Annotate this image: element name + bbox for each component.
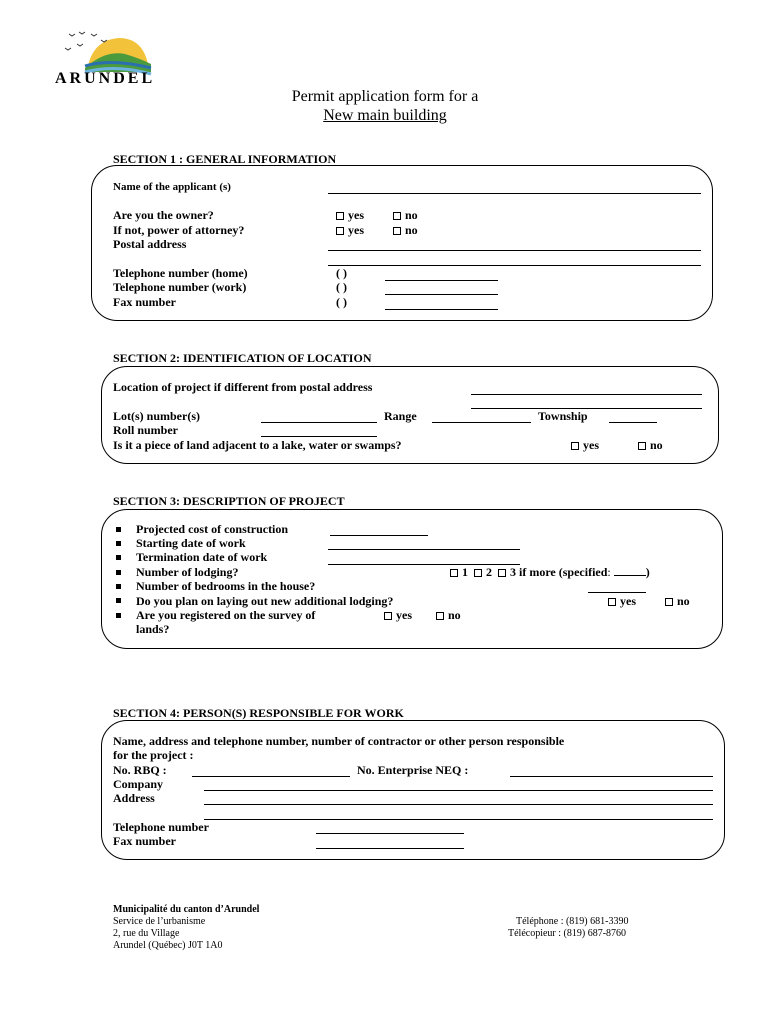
company-label: Company: [113, 777, 164, 791]
company-line[interactable]: [204, 790, 713, 791]
lake-no[interactable]: [638, 438, 663, 453]
neq-line[interactable]: [510, 776, 713, 777]
rbq-line[interactable]: [192, 776, 350, 777]
tel-work-label: Telephone number (work): [113, 280, 247, 294]
lodging-opt-1: 1: [462, 565, 468, 579]
bullet-icon: [116, 555, 121, 560]
additional-yes[interactable]: [608, 594, 636, 609]
roll-line[interactable]: [261, 436, 377, 437]
section4-heading: SECTION 4: PERSON(S) RESPONSIBLE FOR WORK: [113, 706, 404, 720]
lots-line[interactable]: [261, 422, 377, 423]
lodging-opt-3: 3 if more (specified: [510, 565, 608, 579]
attorney-no-label: no: [405, 223, 418, 237]
checkbox-icon: [571, 442, 579, 450]
roll-label: Roll number: [113, 423, 179, 437]
bedrooms-label: Number of bedrooms in the house?: [136, 579, 316, 593]
checkbox-icon: [450, 569, 458, 577]
owner-question: Are you the owner?: [113, 208, 214, 222]
owner-no[interactable]: [393, 208, 418, 223]
footer-phone: Téléphone : (819) 681-3390: [516, 916, 629, 927]
checkbox-icon: [393, 212, 401, 220]
attorney-yes-label: yes: [348, 223, 364, 237]
owner-yes-label: yes: [348, 208, 364, 222]
arundel-logo-icon: [55, 28, 175, 76]
survey-no[interactable]: [436, 608, 461, 623]
survey-label: Are you registered on the survey of: [136, 608, 316, 622]
checkbox-icon: [393, 227, 401, 235]
bullet-icon: [116, 570, 121, 575]
checkbox-icon: [608, 598, 616, 606]
postal-line-2[interactable]: [328, 265, 701, 266]
checkbox-icon: [336, 227, 344, 235]
tel-home-paren: ( ): [336, 266, 347, 280]
survey-label-2: lands?: [136, 622, 170, 636]
checkbox-icon: [498, 569, 506, 577]
fax-paren: ( ): [336, 295, 347, 309]
s4-tel-label: Telephone number: [113, 820, 209, 834]
tel-home-label: Telephone number (home): [113, 266, 248, 280]
lodging-label: Number of lodging?: [136, 565, 239, 579]
lodging-specify-line[interactable]: [614, 565, 646, 576]
bullet-icon: [116, 598, 121, 603]
lake-question: Is it a piece of land adjacent to a lake, water or swamps?: [113, 438, 402, 452]
address-label: Address: [113, 791, 155, 805]
footer-street: 2, rue du Village: [113, 928, 180, 939]
township-label: Township: [538, 409, 588, 423]
section1-heading: SECTION 1 : GENERAL INFORMATION: [113, 152, 337, 166]
applicant-label: Name of the applicant (s): [113, 181, 231, 193]
title-line1: Permit application form for a: [291, 88, 479, 105]
bullet-icon: [116, 613, 121, 618]
attorney-yes[interactable]: [336, 223, 364, 238]
fax-line[interactable]: [385, 309, 498, 310]
checkbox-icon: [384, 612, 392, 620]
s4-fax-label: Fax number: [113, 834, 176, 848]
lake-no-label: no: [650, 438, 663, 452]
survey-yes[interactable]: [384, 608, 412, 623]
lake-yes-label: yes: [583, 438, 599, 452]
section2-heading: SECTION 2: IDENTIFICATION OF LOCATION: [113, 351, 372, 365]
rbq-label: No. RBQ :: [113, 763, 167, 777]
section3-heading: SECTION 3: DESCRIPTION OF PROJECT: [113, 494, 345, 508]
footer-service: Service de l’urbanisme: [113, 916, 206, 927]
cost-label: Projected cost of construction: [136, 522, 289, 536]
range-label: Range: [384, 409, 417, 423]
survey-yes-label: yes: [396, 608, 412, 622]
location-line-1[interactable]: [471, 394, 702, 395]
section4-intro-2: for the project :: [113, 748, 194, 762]
footer-org: Municipalité du canton d’Arundel: [113, 904, 260, 915]
section4-intro-1: Name, address and telephone number, number of contractor or other person responsible: [113, 734, 565, 748]
footer-city: Arundel (Québec) J0T 1A0: [113, 940, 223, 951]
additional-no-label: no: [677, 594, 690, 608]
address-line-2[interactable]: [204, 819, 713, 820]
owner-yes[interactable]: [336, 208, 364, 223]
tel-work-line[interactable]: [385, 294, 498, 295]
checkbox-icon: [665, 598, 673, 606]
additional-label: Do you plan on laying out new additional lodging?: [136, 594, 394, 608]
postal-label: Postal address: [113, 237, 187, 251]
title-line2: New main building: [323, 107, 447, 124]
lodging-colon: :: [607, 565, 611, 579]
s4-fax-line[interactable]: [316, 848, 464, 849]
lots-label: Lot(s) number(s): [113, 409, 200, 423]
location-label: Location of project if different from postal address: [113, 380, 373, 394]
owner-no-label: no: [405, 208, 418, 222]
address-line-1[interactable]: [204, 804, 713, 805]
range-line[interactable]: [432, 422, 531, 423]
postal-line-1[interactable]: [328, 250, 701, 251]
attorney-no[interactable]: [393, 223, 418, 238]
checkbox-icon: [336, 212, 344, 220]
survey-no-label: no: [448, 608, 461, 622]
start-label: Starting date of work: [136, 536, 246, 550]
lodging-close: ): [645, 565, 650, 579]
neq-label: No. Enterprise NEQ :: [357, 763, 469, 777]
lodging-opt-2: 2: [486, 565, 492, 579]
applicant-line[interactable]: [328, 193, 701, 194]
tel-home-line[interactable]: [385, 280, 498, 281]
fax-label: Fax number: [113, 295, 176, 309]
lodging-options[interactable]: [450, 565, 650, 580]
attorney-question: If not, power of attorney?: [113, 223, 245, 237]
additional-yes-label: yes: [620, 594, 636, 608]
tel-work-paren: ( ): [336, 280, 347, 294]
bedrooms-line[interactable]: [588, 592, 646, 593]
bullet-icon: [116, 527, 121, 532]
bullet-icon: [116, 541, 121, 546]
additional-no[interactable]: [665, 594, 690, 609]
checkbox-icon: [436, 612, 444, 620]
footer-fax: Télécopieur : (819) 687-8760: [508, 928, 627, 939]
logo-name: ARUNDEL: [55, 70, 156, 87]
bullet-icon: [116, 584, 121, 589]
township-line[interactable]: [609, 422, 657, 423]
lake-yes[interactable]: [571, 438, 599, 453]
end-label: Termination date of work: [136, 550, 268, 564]
cost-line[interactable]: [330, 535, 428, 536]
start-line[interactable]: [328, 549, 520, 550]
s4-tel-line[interactable]: [316, 833, 464, 834]
logo: [55, 28, 175, 88]
checkbox-icon: [474, 569, 482, 577]
checkbox-icon: [638, 442, 646, 450]
